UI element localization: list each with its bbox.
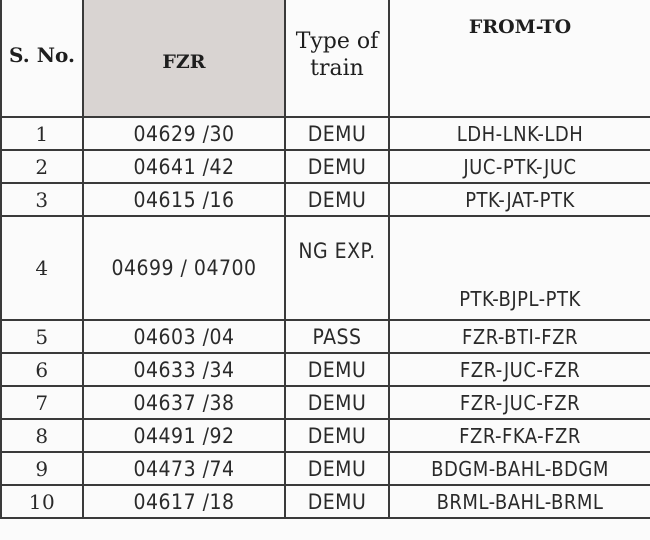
cell-from-to: FZR-JUC-FZR [389, 353, 650, 386]
cell-train-type: PASS [285, 320, 389, 353]
cell-fzr: 04699 / 04700 [83, 216, 285, 320]
cell-from-to: FZR-BTI-FZR [389, 320, 650, 353]
table-row [1, 485, 650, 518]
cell-train-type: DEMU [285, 452, 389, 485]
cell-from-to: PTK-BJPL-PTK [389, 216, 650, 320]
header-row [1, 0, 650, 117]
table-row [1, 419, 650, 452]
cell-fzr: 04617 /18 [83, 485, 285, 518]
table-row [1, 183, 650, 216]
table-row [1, 353, 650, 386]
cell-serial-number: 8 [1, 419, 83, 452]
cell-fzr: 04637 /38 [83, 386, 285, 419]
cell-train-type: DEMU [285, 353, 389, 386]
cell-fzr: 04603 /04 [83, 320, 285, 353]
cell-train-type: DEMU [285, 117, 389, 150]
header-type-of-train [285, 0, 389, 117]
cell-train-type: DEMU [285, 386, 389, 419]
cell-from-to: JUC-PTK-JUC [389, 150, 650, 183]
cell-fzr: 04629 /30 [83, 117, 285, 150]
header-from-to: FROM-TO [389, 0, 650, 117]
table-row [1, 386, 650, 419]
table-row [1, 320, 650, 353]
cell-serial-number: 7 [1, 386, 83, 419]
cell-serial-number: 6 [1, 353, 83, 386]
header-fzr: FZR [83, 0, 285, 117]
header-type-line1: Type of [295, 28, 379, 54]
cell-serial-number: 2 [1, 150, 83, 183]
cell-train-type: DEMU [285, 419, 389, 452]
cell-fzr: 04633 /34 [83, 353, 285, 386]
table-row [1, 150, 650, 183]
cell-from-to: FZR-FKA-FZR [389, 419, 650, 452]
table-row [1, 216, 650, 320]
cell-serial-number: 5 [1, 320, 83, 353]
cell-serial-number: 10 [1, 485, 83, 518]
cell-train-type: DEMU [285, 183, 389, 216]
cell-train-type: DEMU [285, 485, 389, 518]
cell-serial-number: 9 [1, 452, 83, 485]
cell-fzr: 04491 /92 [83, 419, 285, 452]
table-row [1, 117, 650, 150]
header-type-line2: train [310, 56, 364, 81]
cell-from-to: LDH-LNK-LDH [389, 117, 650, 150]
cell-serial-number: 3 [1, 183, 83, 216]
cell-serial-number: 1 [1, 117, 83, 150]
table-row [1, 452, 650, 485]
cell-fzr: 04615 /16 [83, 183, 285, 216]
table-header [1, 0, 650, 117]
cell-fzr: 04641 /42 [83, 150, 285, 183]
header-serial-number: S. No. [1, 0, 83, 117]
cell-from-to: BDGM-BAHL-BDGM [389, 452, 650, 485]
cell-train-type: NG EXP. [285, 216, 389, 320]
cell-fzr: 04473 /74 [83, 452, 285, 485]
cell-train-type: DEMU [285, 150, 389, 183]
table-body [1, 117, 650, 518]
cell-serial-number: 4 [1, 216, 83, 320]
cell-from-to: FZR-JUC-FZR [389, 386, 650, 419]
cell-from-to: BRML-BAHL-BRML [389, 485, 650, 518]
cell-from-to: PTK-JAT-PTK [389, 183, 650, 216]
